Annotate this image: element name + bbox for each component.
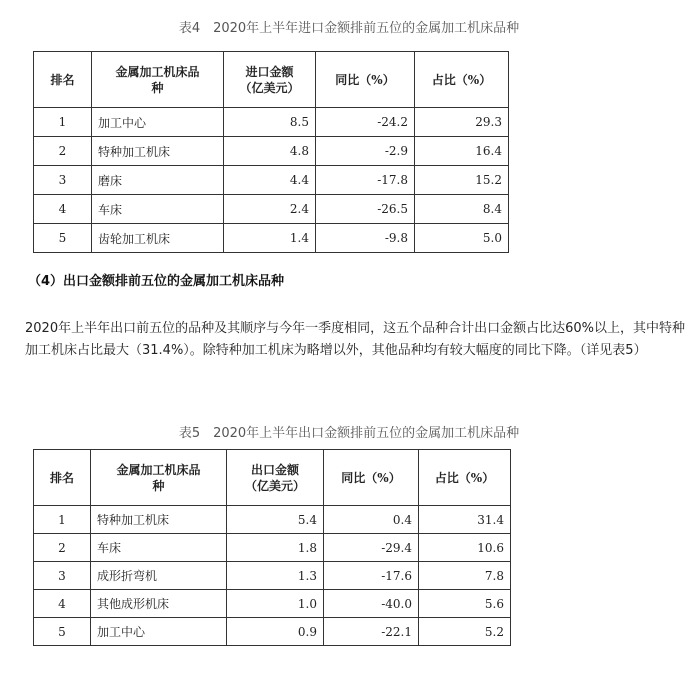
table4-caption: 表4 2020年上半年进口金额排前五位的金属加工机床品种 bbox=[178, 21, 520, 36]
table-row bbox=[34, 166, 509, 195]
table-row bbox=[34, 590, 511, 618]
table-row bbox=[34, 195, 509, 224]
cell-yoy: -2.9 bbox=[316, 137, 415, 166]
cell-category: 磨床 bbox=[92, 166, 224, 195]
export-table bbox=[33, 449, 511, 646]
cell-share: 29.3 bbox=[415, 108, 509, 137]
cell-rank: 1 bbox=[34, 506, 91, 534]
cell-rank: 4 bbox=[34, 195, 92, 224]
header-share: 占比（%） bbox=[415, 52, 509, 108]
cell-yoy: -40.0 bbox=[324, 590, 419, 618]
cell-share: 15.2 bbox=[415, 166, 509, 195]
section-heading: （4）出口金额排前五位的金属加工机床品种 bbox=[28, 274, 285, 289]
cell-rank: 5 bbox=[34, 224, 92, 253]
header-yoy: 同比（%） bbox=[316, 52, 415, 108]
cell-share: 7.8 bbox=[419, 562, 511, 590]
cell-share: 10.6 bbox=[419, 534, 511, 562]
cell-amount: 1.0 bbox=[227, 590, 324, 618]
cell-amount: 1.3 bbox=[227, 562, 324, 590]
body-paragraph: 2020年上半年出口前五位的品种及其顺序与今年一季度相同，这五个品种合计出口金额占比达60%以上，其中特种加工机床占比最大（31.4%）。除特种加工机床为略增以外，其他品种均有较大幅度的同比下降。（详见表5） bbox=[25, 321, 685, 358]
cell-share: 5.6 bbox=[419, 590, 511, 618]
cell-yoy: -26.5 bbox=[316, 195, 415, 224]
cell-category: 加工中心 bbox=[92, 108, 224, 137]
cell-rank: 3 bbox=[34, 166, 92, 195]
cell-category: 车床 bbox=[91, 534, 227, 562]
cell-category: 特种加工机床 bbox=[91, 506, 227, 534]
cell-rank: 2 bbox=[34, 534, 91, 562]
header-rank: 排名 bbox=[34, 450, 91, 506]
cell-yoy: -9.8 bbox=[316, 224, 415, 253]
cell-yoy: -22.1 bbox=[324, 618, 419, 646]
table-header-row bbox=[34, 52, 509, 108]
header-rank: 排名 bbox=[34, 52, 92, 108]
cell-amount: 8.5 bbox=[224, 108, 316, 137]
cell-category: 特种加工机床 bbox=[92, 137, 224, 166]
cell-category: 加工中心 bbox=[91, 618, 227, 646]
cell-share: 5.2 bbox=[419, 618, 511, 646]
table-row bbox=[34, 562, 511, 590]
table-row bbox=[34, 108, 509, 137]
header-amount: 进口金额（亿美元） bbox=[224, 52, 316, 108]
cell-yoy: -17.8 bbox=[316, 166, 415, 195]
cell-yoy: -24.2 bbox=[316, 108, 415, 137]
cell-amount: 0.9 bbox=[227, 618, 324, 646]
header-category: 金属加工机床品种 bbox=[92, 52, 224, 108]
import-table bbox=[33, 51, 509, 253]
cell-category: 其他成形机床 bbox=[91, 590, 227, 618]
table-row bbox=[34, 224, 509, 253]
table-header-row bbox=[34, 450, 511, 506]
cell-share: 31.4 bbox=[419, 506, 511, 534]
table-row bbox=[34, 618, 511, 646]
cell-rank: 4 bbox=[34, 590, 91, 618]
cell-rank: 5 bbox=[34, 618, 91, 646]
cell-amount: 1.4 bbox=[224, 224, 316, 253]
cell-category: 成形折弯机 bbox=[91, 562, 227, 590]
header-share: 占比（%） bbox=[419, 450, 511, 506]
cell-yoy: -17.6 bbox=[324, 562, 419, 590]
table-row bbox=[34, 137, 509, 166]
cell-amount: 4.4 bbox=[224, 166, 316, 195]
cell-amount: 5.4 bbox=[227, 506, 324, 534]
cell-rank: 3 bbox=[34, 562, 91, 590]
header-yoy: 同比（%） bbox=[324, 450, 419, 506]
table5-caption: 表5 2020年上半年出口金额排前五位的金属加工机床品种 bbox=[178, 426, 520, 441]
cell-category: 齿轮加工机床 bbox=[92, 224, 224, 253]
cell-share: 16.4 bbox=[415, 137, 509, 166]
header-amount: 出口金额（亿美元） bbox=[227, 450, 324, 506]
cell-yoy: -29.4 bbox=[324, 534, 419, 562]
table-row bbox=[34, 506, 511, 534]
cell-rank: 1 bbox=[34, 108, 92, 137]
cell-share: 8.4 bbox=[415, 195, 509, 224]
cell-amount: 4.8 bbox=[224, 137, 316, 166]
cell-rank: 2 bbox=[34, 137, 92, 166]
cell-amount: 2.4 bbox=[224, 195, 316, 224]
cell-amount: 1.8 bbox=[227, 534, 324, 562]
cell-yoy: 0.4 bbox=[324, 506, 419, 534]
table-row bbox=[34, 534, 511, 562]
cell-category: 车床 bbox=[92, 195, 224, 224]
header-category: 金属加工机床品种 bbox=[91, 450, 227, 506]
cell-share: 5.0 bbox=[415, 224, 509, 253]
